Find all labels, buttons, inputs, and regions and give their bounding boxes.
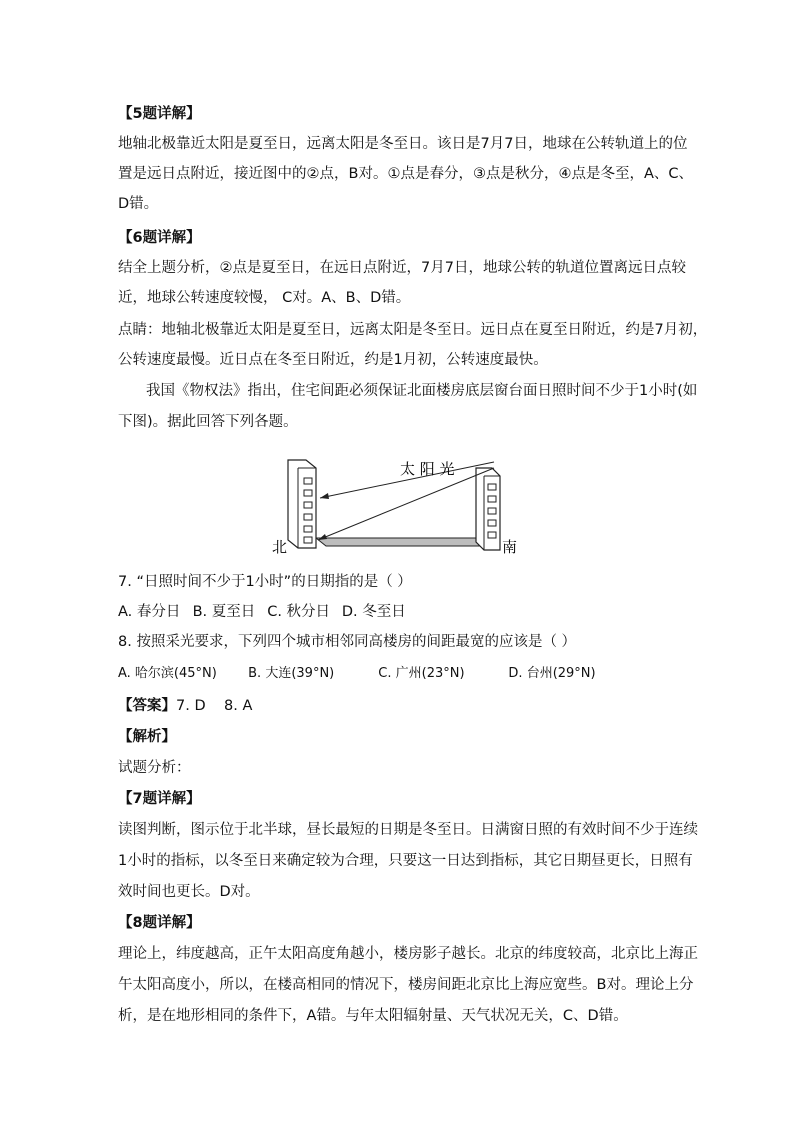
- section5-heading: 【5题详解】: [118, 106, 201, 122]
- option-b: B. 夏至日: [192, 604, 256, 620]
- section8-line: 午太阳高度小，所以，在楼高相同的情况下，楼房间距北京比上海应宽些。B对。理论上分: [118, 977, 694, 993]
- section7-line: 1小时的指标，以冬至日来确定较为合理，只要这一日达到指标，其它日期昼更长，日照有: [118, 853, 693, 869]
- section5-line: 置是远日点附近，接近图中的②点，B对。①点是春分，③点是秋分，④点是冬至，A、C、: [118, 166, 693, 182]
- question-8-stem: 8. 按照采光要求，下列四个城市相邻同高楼房的间距最宽的应该是（ ）: [118, 634, 577, 650]
- section6-line: 结全上题分析，②点是夏至日，在远日点附近，7月7日，地球公转的轨道位置离远日点较: [118, 260, 686, 276]
- answer-value: 7. D 8. A: [176, 698, 253, 714]
- section8-heading: 【8题详解】: [118, 915, 201, 931]
- section6-heading: 【6题详解】: [118, 230, 201, 246]
- section7-heading: 【7题详解】: [118, 791, 201, 807]
- hint-line: 点睛：地轴北极靠近太阳是夏至日，远离太阳是冬至日。远日点在夏至日附近，约是7月初，: [118, 322, 708, 338]
- question-8-options: [118, 664, 596, 684]
- option-a: A. 春分日: [118, 604, 181, 620]
- south-label: 南: [502, 538, 518, 555]
- north-label: 北: [272, 538, 288, 555]
- answer-label: 【答案】: [118, 698, 176, 714]
- section8-line: 理论上，纬度越高，正午太阳高度角越小，楼房影子越长。北京的纬度较高，北京比上海正: [118, 946, 698, 962]
- option-c: C. 秋分日: [267, 604, 331, 620]
- analysis-sub: 试题分析：: [118, 760, 191, 776]
- sunlight-ray-lower: [318, 468, 494, 540]
- hint-line: 公转速度最慢。近日点在冬至日附近，约是1月初，公转速度最快。: [118, 352, 548, 368]
- option-d: D. 台州(29°N): [508, 666, 596, 681]
- option-b: B. 大连(39°N): [248, 666, 335, 681]
- intro-line: 下图)。据此回答下列各题。: [118, 414, 298, 430]
- question-7-stem: 7. “日照时间不少于1小时”的日期指的是（ ）: [118, 574, 412, 590]
- ground-shadow: [316, 538, 490, 546]
- section8-line: 析，是在地形相同的条件下，A错。与年太阳辐射量、天气状况无关，C、D错。: [118, 1008, 628, 1024]
- section7-line: 效时间也更长。D对。: [118, 884, 260, 900]
- section7-line: 读图判断，图示位于北半球，昼长最短的日期是冬至日。日满窗日照的有效时间不少于连续: [118, 822, 698, 838]
- option-d: D. 冬至日: [341, 604, 406, 620]
- sunlight-label: 太 阳 光: [400, 460, 455, 478]
- question-7-options: [118, 602, 406, 622]
- answer-line: [118, 696, 252, 716]
- section6-line: 近，地球公转速度较慢， C对。A、B、D错。: [118, 290, 411, 306]
- building-sunlight-figure: [270, 440, 530, 555]
- option-c: C. 广州(23°N): [378, 666, 465, 681]
- option-a: A. 哈尔滨(45°N): [118, 666, 217, 681]
- figure-svg: [270, 440, 530, 555]
- analysis-heading: 【解析】: [118, 729, 176, 745]
- intro-line: 我国《物权法》指出，住宅间距必须保证北面楼房底层窗台面日照时间不少于1小时(如: [146, 383, 698, 399]
- section5-line: 地轴北极靠近太阳是夏至日，远离太阳是冬至日。该日是7月7日，地球在公转轨道上的位: [118, 136, 688, 152]
- section5-line: D错。: [118, 196, 159, 212]
